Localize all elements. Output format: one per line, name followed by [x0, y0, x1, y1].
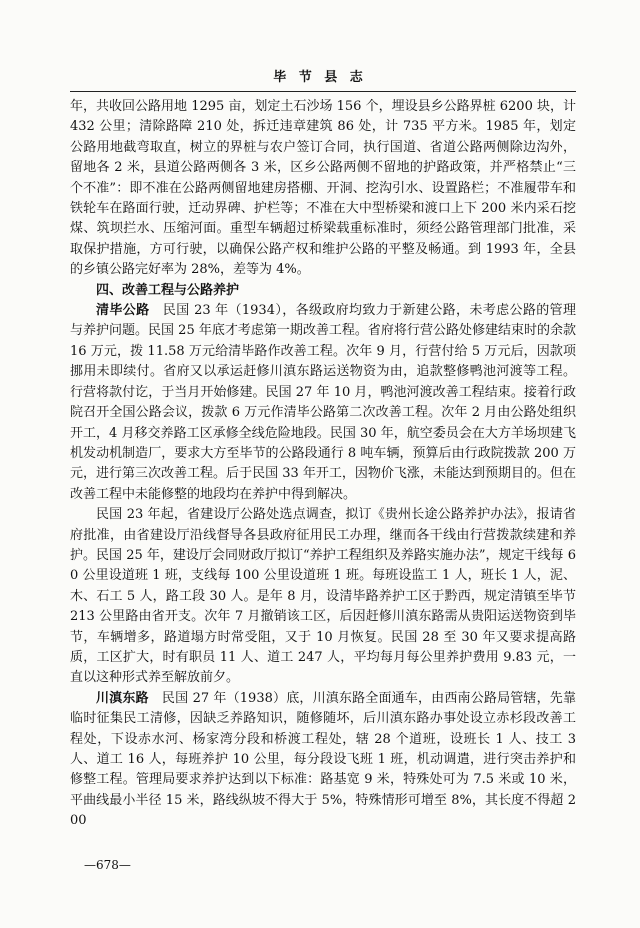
run-in-heading-qingbi: 清毕公路	[96, 303, 150, 319]
paragraph-maintenance: 民国 23 年起，省建设厅公路处选点调查，拟订《贵州长途公路养护办法》，报请省府批准，由省建设厅沿线督导各县政府征用民工办理，继而各干线由行营拨款续建和养护。民国 25 年，建设厅会同财政厅拟订“养护工程组织及养路实施办法”，规定干线每 60 公里设道班 1 班，支线每 100 公里设道班 1 班。每班设监工 1 人，班长 1 人，泥、木、石工 5 人，路工段 30 人。是年 8 月，设清毕路养护工区于黔西，规定清镇至毕节 213 公里路由省开支。次年 7 月撤销该工区，后因赶修川滇东路需从贵阳运送物资到毕节，车辆增多，路道塌方时常受阻，又于 10 月恢复。民国 28 至 30 年又要求提高路质，工区扩大，时有职员 11 人、道工 247 人，平均每月每公里养护费用 9.83 元，一直以这种形式养至解放前夕。	[70, 507, 576, 686]
page-number: —678—	[84, 858, 131, 872]
paragraph-chuandian-text: 民国 27 年（1938）底，川滇东路全面通车，由西南公路局管辖，先靠临时征集民工清修，因缺乏养路知识，随修随坏，后川滇东路办事处设立赤杉段改善工程处，下设赤水河、杨家湾分段和桥渡工程处，辖 28 个道班，设班长 1 人、技工 3 人、道工 16 人，每班养护 10 公里，每分段设飞班 1 班，机动调遣，进行突击养护和修整工程。管理局要求养护达到以下标准：路基宽 9 米，特殊处可为 7.5 米或 10 米，平曲线最小半径 15 米，路线纵坡不得大于 5%，特殊情形可增至 8%，其长度不得超 200	[70, 690, 576, 829]
paragraph-chuandian-road	[70, 689, 576, 832]
body-text	[70, 97, 576, 832]
section-heading: 四、改善工程与公路养护	[96, 282, 240, 298]
paragraph-qingbi-road	[70, 301, 576, 505]
header-rule	[70, 91, 576, 92]
paragraph-qingbi-text: 民国 23 年（1934），各级政府均致力于新建公路，未考虑公路的管理与养护问题。民国 25 年底才考虑第一期改善工程。省府将行营公路处修建结束时的余款 16 万元，拨 11.58 万元给清毕路作改善工程。次年 9 月，行营付给 5 万元后，因款项挪用未即续付。省府又以承运赶修川滇东路运送物资为由，追款整修鸭池河渡等工程。行营将款付讫，于当月开始修建。民国 27 年 10 月，鸭池河渡改善工程结束。接着行政院召开全国公路会议，拨款 6 万元作清毕公路第二次改善工程。次年 2 月由公路处组织开工，4 月移交养路工区承修全线危险地段。民国 30 年，航空委员会在大方羊场坝建飞机发动机制造厂，要求大方至毕节的公路段通行 8 吨车辆，预算后由行政院拨款 200 万元，进行第三次改善工程。后于民国 33 年开工，因物价飞涨，未能达到预期目的。但在改善工程中未能修整的地段均在养护中得到解决。	[70, 303, 576, 502]
run-in-heading-chuandian: 川滇东路	[96, 690, 149, 706]
running-header: 毕 节 县 志	[273, 70, 367, 85]
paragraph-land-protection: 年，共收回公路用地 1295 亩，划定土石沙场 156 个，埋设县乡公路界桩 6200 块，计 432 公里；清除路障 210 处，拆迁违章建筑 86 处，计 735 平方米。1985 年，划定公路用地截弯取直，树立的界桩与农户签订合同，执行国道、省道公路两侧除边沟外，留地各 2 米，县道公路两侧各 3 米，区乡公路两侧不留地的护路政策，并严格禁止“三个不准”：即不准在公路两侧留地建房搭棚、开洞、挖沟引水、设置路栏；不准履带车和铁轮车在路面行驶，迁动界碑、护栏等；不准在大中型桥梁和渡口上下 200 米内采石挖煤、筑坝拦水、压缩河面。重型车辆超过桥梁载重标准时，须经公路管理部门批准，采取保护措施，方可行驶，以确保公路产权和维护公路的平整及畅通。到 1993 年，全县的乡镇公路完好率为 28%，差等为 4%。	[70, 99, 576, 278]
